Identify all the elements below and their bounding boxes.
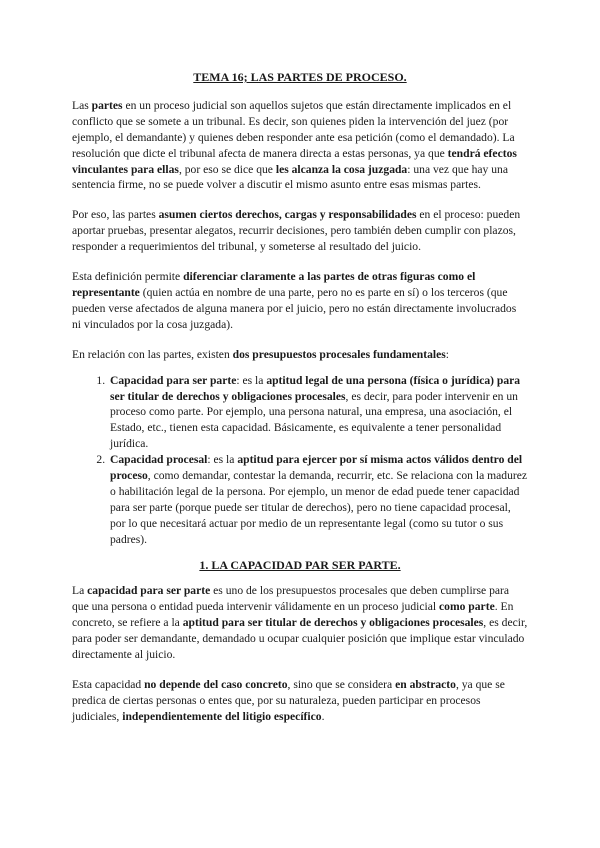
text: : una vez que hay una sentencia firme, no se puede volver a discutir el mismo asunto entre esas mismas partes.	[72, 162, 508, 192]
list-item	[108, 373, 528, 453]
text: en un proceso judicial son aquellos sujetos que están directamente implicados en el conflicto que se somete a un tribunal. Es decir, son quienes piden la intervención del juez (por ejemplo, el demandante) y quienes deben responder ante esa petición (como el demandado). La resolución que dicte el tribunal afecta de manera directa a estas personas, ya que	[72, 98, 515, 160]
bold-text: dos presupuestos procesales fundamentales	[232, 347, 446, 361]
bold-text: aptitud para ser titular de derechos y obligaciones procesales	[182, 616, 484, 630]
list-item	[108, 452, 528, 547]
paragraph-capacidad-definition	[72, 583, 528, 663]
text: En relación con las partes, existen	[72, 347, 233, 361]
page-title: TEMA 16; LAS PARTES DE PROCESO.	[193, 70, 407, 84]
bold-text: Capacidad procesal	[110, 453, 208, 467]
bold-text: diferenciar claramente a las partes de otras figuras como el representante	[72, 270, 476, 299]
bold-text: en abstracto	[395, 678, 456, 691]
document-body	[72, 70, 528, 739]
text: es uno de los presupuestos procesales que deben cumplirse para que una persona o entidad pueda intervenir válidamente en un proceso judicial	[72, 584, 510, 614]
bold-text: asumen ciertos derechos, cargas y responsabilidades	[158, 208, 417, 222]
paragraph-derechos-cargas	[72, 207, 528, 255]
paragraph-representante	[72, 269, 528, 333]
paragraph-abstracto	[72, 677, 528, 725]
text: , por eso se dice que	[178, 162, 276, 176]
bold-text: Capacidad para ser parte	[110, 373, 237, 387]
bold-text: como parte	[439, 600, 495, 614]
text: , sino que se considera	[287, 678, 396, 691]
text: La	[72, 584, 88, 598]
bold-text: les alcanza la cosa juzgada	[275, 162, 408, 176]
text: Esta definición permite	[72, 270, 184, 284]
text: Las	[72, 98, 92, 112]
bold-text: no depende del caso concreto	[144, 678, 288, 691]
text: en el proceso: pueden aportar pruebas, presentar alegatos, recurrir decisiones, pero también deben cumplir con plazos, responder a requerimientos del tribunal, y someterse al resultado del juicio.	[72, 208, 521, 254]
text: .	[321, 709, 325, 723]
presupuestos-list	[72, 373, 528, 548]
paragraph-partes-definition	[72, 98, 528, 193]
text: Esta capacidad	[72, 678, 145, 691]
text: . En concreto, se refiere a la	[72, 600, 514, 630]
text: : es la	[207, 453, 238, 467]
text: :	[445, 347, 450, 361]
bold-text: aptitud para ejercer por sí misma actos válidos dentro del proceso	[110, 453, 523, 483]
bold-text: tendrá efectos vinculantes para ellas	[72, 146, 517, 176]
bold-text: independientemente del litigio específico	[122, 709, 322, 723]
bold-text: partes	[91, 98, 123, 112]
text: , como demandar, contestar la demanda, recurrir, etc. Se relaciona con la madurez o habilitación legal de la persona. Por ejemplo, un menor de edad puede tener capacidad para ser parte (porque puede ser titular de derechos), pero no tiene capacidad procesal, por lo que necesitará actuar por medio de un representante legal (como su tutor o sus padres).	[110, 469, 528, 546]
text: , ya que se predica de ciertas personas o entes que, por su naturaleza, pueden participar en procesos judiciales,	[72, 678, 505, 723]
text: , es decir, para poder ser demandante, demandado u ocupar cualquier posición que implique estar vinculado directamente al juicio.	[72, 616, 528, 662]
section-title: 1. LA CAPACIDAD PAR SER PARTE.	[199, 557, 401, 572]
text: : es la	[236, 373, 267, 387]
bold-text: capacidad para ser parte	[87, 584, 211, 598]
text: , es decir, para poder intervenir en un proceso como parte. Por ejemplo, una persona natural, una empresa, una asociación, el Estado, etc., tienen esta capacidad. Básicamente, es equivalente a tener personalidad jurídica.	[110, 389, 518, 451]
paragraph-presupuestos	[72, 347, 528, 363]
text: (quien actúa en nombre de una parte, pero no es parte en sí) o los terceros (que pueden verse afectados de alguna manera por el juicio, pero no están directamente involucrados ni vinculados por la cosa juzgada).	[72, 285, 517, 331]
text: Por eso, las partes	[72, 208, 159, 222]
bold-text: aptitud legal de una persona (física o jurídica) para ser titular de derechos y obligaciones procesales	[110, 373, 521, 403]
